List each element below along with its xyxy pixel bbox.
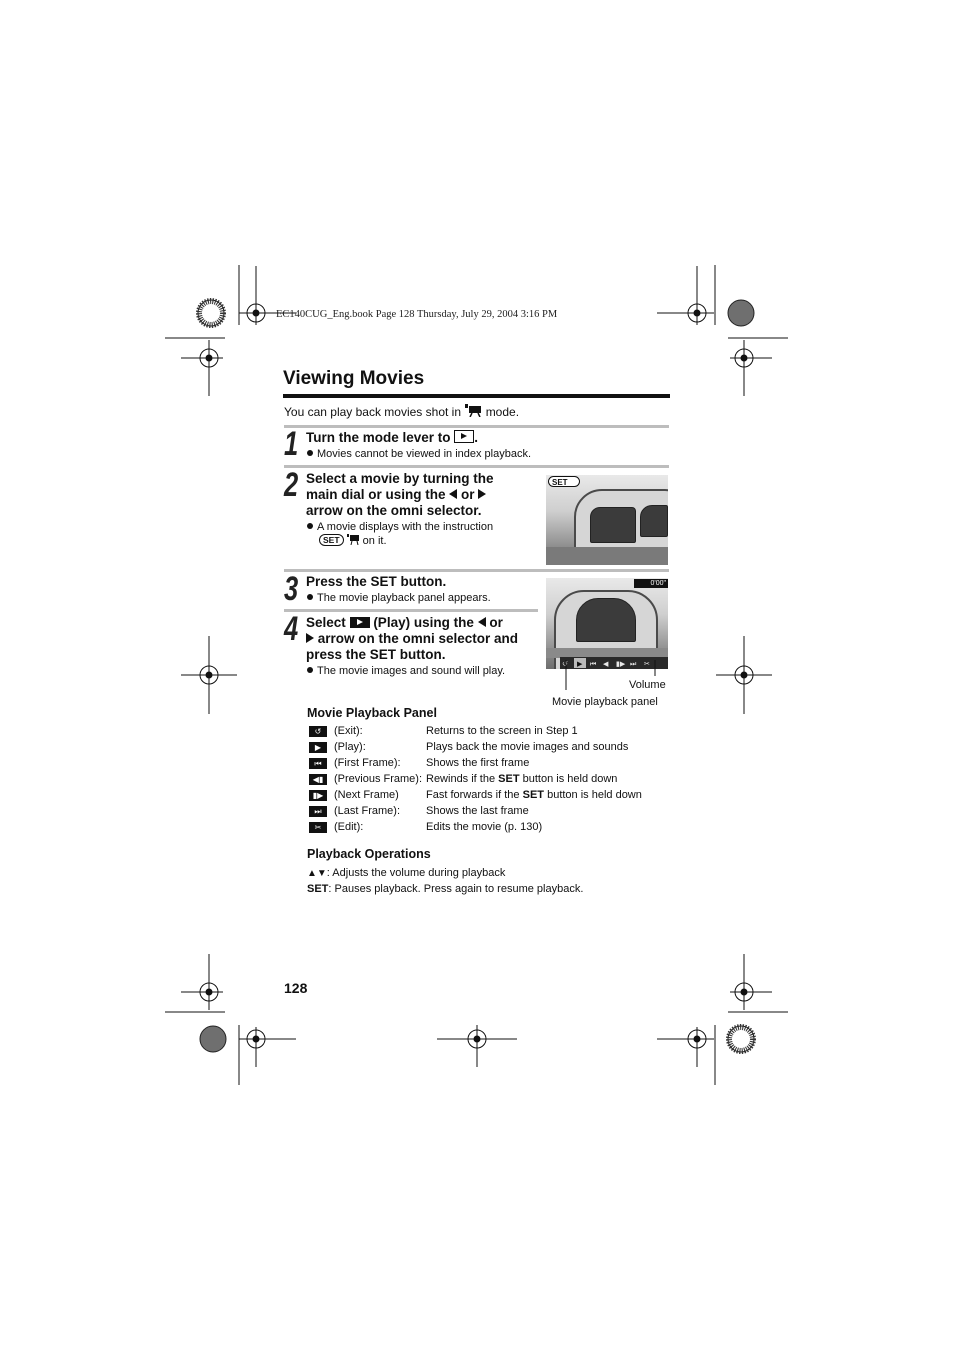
playback-panel-table: [309, 725, 669, 840]
step-4-bullet-text: The movie images and sound will play.: [317, 665, 506, 677]
step-4-play: (Play) using the: [373, 615, 474, 630]
volume-text: : Adjusts the volume during playback: [326, 867, 506, 879]
step-4-heading-line1: [306, 615, 546, 631]
row-label: (Edit):: [334, 821, 364, 833]
step-4-number: 4: [284, 610, 297, 648]
step-2-heading: [306, 471, 541, 519]
intro-after: mode.: [485, 405, 520, 419]
set-instruction-badge: [548, 476, 580, 487]
step-2-bullet-text: A movie displays with the instruction: [317, 521, 494, 533]
step-1-heading: [306, 430, 478, 446]
train-window-front: [576, 598, 636, 642]
movie-mode-icon: [464, 404, 482, 417]
step-2-bullet: [307, 520, 542, 548]
intro-before: You can play back movies shot in: [284, 405, 461, 419]
step-3-rule: [284, 569, 669, 572]
step-4-heading-line2: [306, 631, 546, 647]
row-desc: Shows the first frame: [426, 757, 530, 769]
row-label: (Next Frame): [334, 789, 399, 801]
row-desc: Shows the last frame: [426, 805, 529, 817]
timer-readout: [634, 579, 668, 588]
previous-frame-icon: ◀▮: [309, 774, 327, 785]
movie-screen-photo-2: [546, 578, 668, 669]
row-desc: Returns to the screen in Step 1: [426, 725, 578, 737]
left-arrow-icon: [478, 617, 486, 627]
step-1-number: 1: [284, 425, 297, 463]
step-1-bullet-text: Movies cannot be viewed in index playback.: [317, 448, 532, 460]
step-4-select: Select: [306, 615, 346, 630]
step-3-bullet: [307, 591, 491, 605]
step-1-heading-end: .: [474, 430, 479, 445]
desc-after: button is held down: [522, 773, 618, 785]
row-label: (Last Frame):: [334, 805, 401, 817]
svg-text:▶: ▶: [577, 660, 583, 668]
operation-line-set: [307, 883, 583, 895]
step-2-heading-part: main dial or using the: [306, 487, 446, 502]
desc-after: button is held down: [547, 789, 642, 801]
volume-keys: ▲▼: [307, 868, 327, 879]
operation-line-volume: [307, 867, 505, 879]
next-frame-icon: ▮▶: [309, 790, 327, 801]
svg-text:◀: ◀: [603, 660, 609, 668]
page-number: 128: [284, 980, 308, 996]
step-4-heading-line3: press the SET button.: [306, 647, 446, 662]
row-label: (Previous Frame):: [334, 773, 423, 785]
step-1-bullet: [307, 447, 531, 461]
step-3-number: 3: [284, 570, 297, 608]
step-4-line2: arrow on the omni selector and: [317, 631, 519, 646]
step-4-rule: [284, 609, 538, 612]
bullet-dot: [307, 450, 313, 456]
row-label: (Play):: [334, 741, 366, 753]
step-1-heading-text: Turn the mode lever to: [306, 430, 451, 445]
play-icon: [350, 617, 370, 628]
svg-text:⏭: ⏭: [630, 660, 637, 668]
title-rule: [283, 394, 670, 398]
svg-text:✂: ✂: [644, 660, 650, 668]
movie-icon: [347, 534, 360, 545]
bullet-dot: [307, 523, 313, 529]
set-button-icon: SET: [319, 534, 344, 546]
movie-screen-photo-1: [546, 475, 668, 565]
set-text: : Pauses playback. Press again to resume playback.: [328, 883, 584, 895]
row-label: (First Frame):: [334, 757, 401, 769]
train-window: [590, 507, 636, 543]
timer-text: 0'00": [650, 580, 666, 587]
row-desc: [426, 789, 642, 801]
desc-before: Fast forwards if the: [426, 789, 520, 801]
step-2-heading-line3: arrow on the omni selector.: [306, 503, 482, 518]
step-4-heading: [306, 615, 546, 663]
left-arrow-icon: [449, 489, 457, 499]
step-2-heading-line1: Select a movie by turning the: [306, 471, 494, 486]
right-arrow-icon: [306, 633, 314, 643]
print-header-note: EC140CUG_Eng.book Page 128 Thursday, July 29, 2004 3:16 PM: [276, 309, 558, 320]
first-frame-icon: ⏮: [309, 758, 327, 769]
playback-panel-callout: Movie playback panel: [552, 696, 658, 708]
step-2-heading-line2: [306, 487, 541, 503]
row-desc: Edits the movie (p. 130): [426, 821, 543, 833]
step-2-rule: [284, 465, 669, 468]
bullet-dot: [307, 594, 313, 600]
step-2-number: 2: [284, 466, 297, 504]
playback-panel-heading: Movie Playback Panel: [307, 706, 437, 720]
bullet-dot: [307, 667, 313, 673]
set-badge-text: SET: [552, 478, 568, 487]
svg-text:▮▶: ▮▶: [616, 660, 626, 668]
row-desc: Plays back the movie images and sounds: [426, 741, 629, 753]
play-icon: ▶: [309, 742, 327, 753]
playback-operations-heading: Playback Operations: [307, 847, 431, 861]
photo-track: [546, 547, 668, 565]
page-title: Viewing Movies: [283, 368, 425, 389]
desc-bold: SET: [498, 773, 520, 785]
row-label: (Exit):: [334, 725, 363, 737]
step-4-or: or: [489, 615, 503, 630]
intro-text: [284, 404, 519, 419]
last-frame-icon: ⏭: [309, 806, 327, 817]
step-3-heading: Press the SET button.: [306, 574, 447, 589]
step-2-heading-or: or: [461, 487, 475, 502]
desc-before: Rewinds if the: [426, 773, 496, 785]
step-2-bullet-tail: on it.: [362, 535, 387, 547]
exit-icon: ↺: [309, 726, 327, 737]
edit-icon: ✂: [309, 822, 327, 833]
train-window-front: [640, 505, 668, 537]
step-4-bullet: [307, 664, 505, 678]
step-3-bullet-text: The movie playback panel appears.: [317, 592, 491, 604]
playback-mode-icon: [454, 430, 474, 443]
right-arrow-icon: [478, 489, 486, 499]
svg-text:↺: ↺: [562, 660, 568, 668]
set-key: SET: [307, 883, 329, 895]
desc-bold: SET: [522, 789, 545, 801]
svg-text:⏮: ⏮: [590, 660, 597, 668]
row-desc: [426, 773, 617, 785]
step-1-rule: [284, 425, 669, 428]
volume-callout: Volume: [629, 679, 666, 691]
